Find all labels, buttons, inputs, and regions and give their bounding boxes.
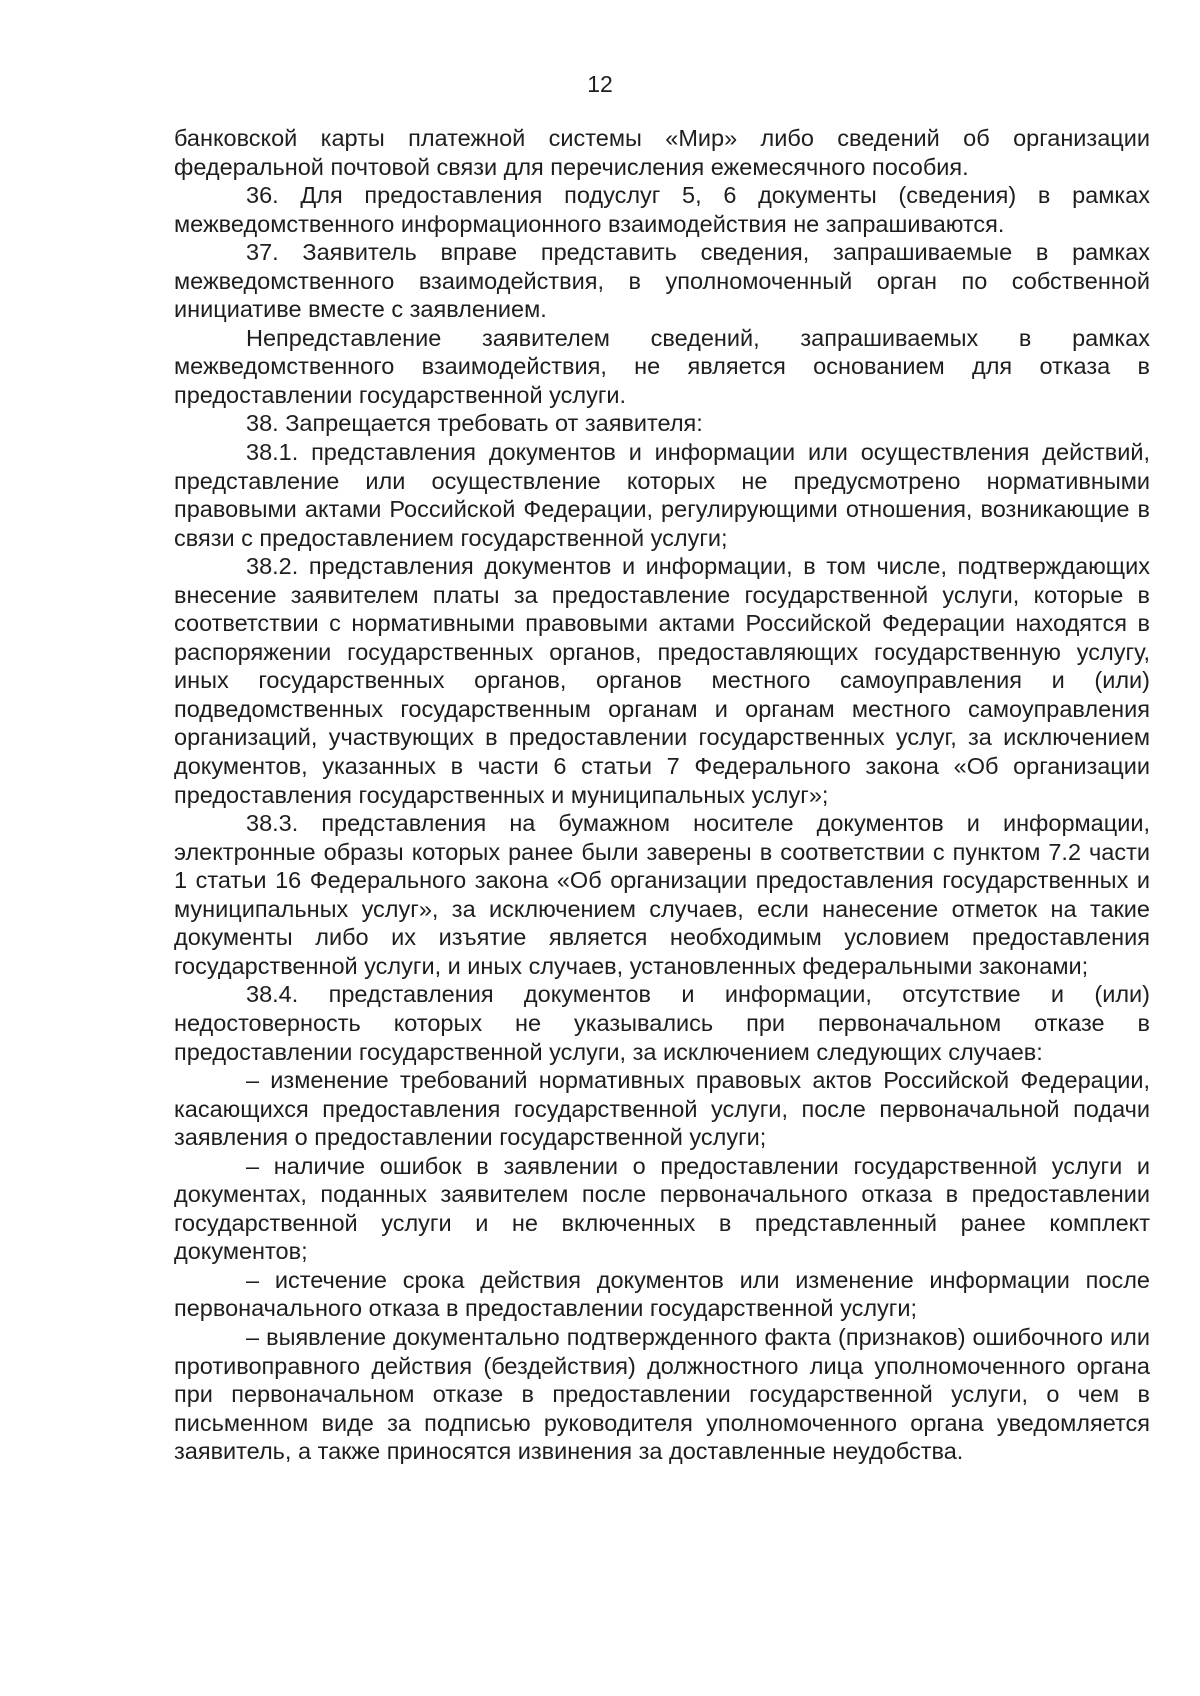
paragraph-dash-item-1: – изменение требований нормативных правовых актов Российской Федерации, касающихся предоставления государственной услуги, после первоначальной подачи заявления о предоставлении государственной услуги; <box>174 1067 1150 1151</box>
paragraph-item-37: 37. Заявитель вправе представить сведения, запрашиваемые в рамках межведомственного взаимодействия, в уполномоченный орган по собственной инициативе вместе с заявлением. <box>174 239 1150 323</box>
paragraph-dash-item-2: – наличие ошибок в заявлении о предоставлении государственной услуги и документах, поданных заявителем после первоначального отказа в предоставлении государственной услуги и не включенных в представленный ранее комплект документов; <box>174 1152 1150 1265</box>
paragraph-item-38-1: 38.1. представления документов и информации или осуществления действий, представление или осуществление которых не предусмотрено нормативными правовыми актами Российской Федерации, регулирующими отношения, возникающие в связи с предоставлением государственной услуги; <box>174 439 1150 551</box>
paragraph-item-36: 36. Для предоставления подуслуг 5, 6 документы (сведения) в рамках межведомственного информационного взаимодействия не запрашиваются. <box>174 182 1150 237</box>
paragraph-item-38-3: 38.3. представления на бумажном носителе документов и информации, электронные образы которых ранее были заверены в соответствии с пунктом 7.2 части 1 статьи 16 Федерального закона «Об организации предоставления государственных и муниципальных услуг», за исключением случаев, если нанесение отметок на такие документы либо их изъятие является необходимым условием предоставления государственной услуги, и иных случаев, установленных федеральными законами; <box>174 810 1150 979</box>
page-number: 12 <box>587 71 613 97</box>
document-body <box>174 124 1150 1466</box>
paragraph-dash-item-3: – истечение срока действия документов или изменение информации после первоначального отказа в предоставлении государственной услуги; <box>174 1266 1150 1322</box>
paragraph-item-38-4: 38.4. представления документов и информации, отсутствие и (или) недостоверность которых не указывались при первоначальном отказе в предоставлении государственной услуги, за исключением следующих случаев: <box>174 981 1150 1065</box>
paragraph-item-38-2: 38.2. представления документов и информации, в том числе, подтверждающих внесение заявителем платы за предоставление государственной услуги, которые в соответствии с нормативными правовыми актами Российской Федерации находятся в распоряжении государственных органов, предоставляющих государственную услугу, иных государственных органов, органов местного самоуправления и (или) подведомственных государственным органам и органам местного самоуправления организаций, участвующих в предоставлении государственных услуг, за исключением документов, указанных в части 6 статьи 7 Федерального закона «Об организации предоставления государственных и муниципальных услуг»; <box>174 553 1150 808</box>
paragraph-dash-item-4: – выявление документально подтвержденного факта (признаков) ошибочного или противоправного действия (бездействия) должностного лица уполномоченного органа при первоначальном отказе в предоставлении государственной услуги, о чем в письменном виде за подписью руководителя уполномоченного органа уведомляется заявитель, а также приносятся извинения за доставленные неудобства. <box>174 1323 1150 1465</box>
paragraph-item-38: 38. Запрещается требовать от заявителя: <box>246 410 703 437</box>
paragraph-continuation: банковской карты платежной системы «Мир» либо сведений об организации федеральной почтовой связи для перечисления ежемесячного пособия. <box>174 125 1150 180</box>
paragraph-item-37-note: Непредставление заявителем сведений, запрашиваемых в рамках межведомственного взаимодействия, не является основанием для отказа в предоставлении государственной услуги. <box>174 324 1150 408</box>
